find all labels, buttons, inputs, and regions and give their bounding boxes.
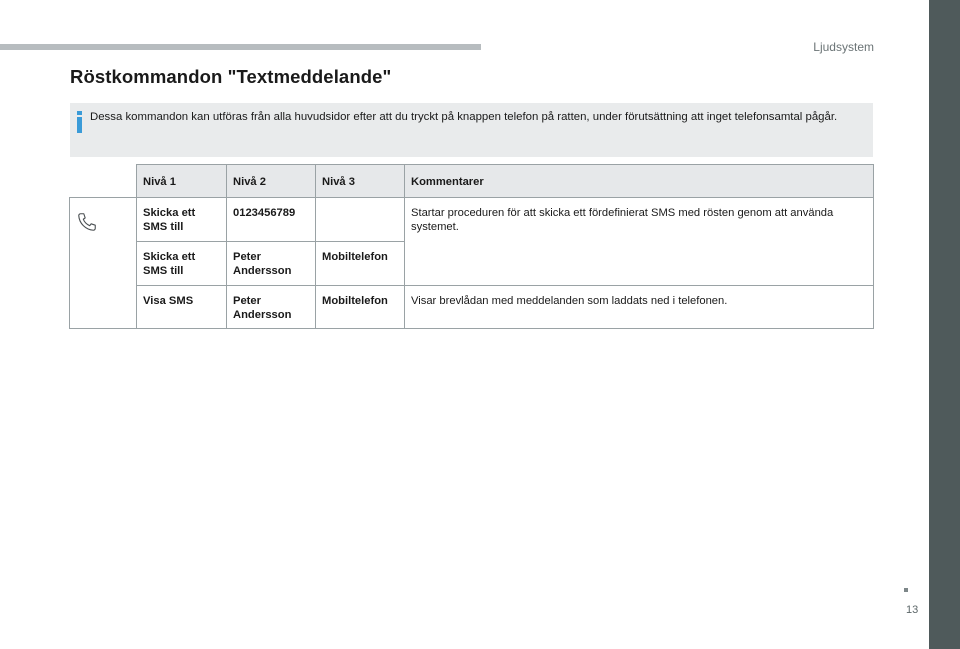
row1-level3 bbox=[316, 198, 405, 242]
command-table bbox=[69, 164, 874, 329]
row2-level1: Skicka ett SMS till bbox=[137, 242, 227, 286]
header-blank bbox=[70, 165, 137, 198]
page-title: Röstkommandon "Textmeddelande" bbox=[70, 66, 392, 87]
header-level-2: Nivå 2 bbox=[227, 165, 316, 198]
page-number: 13 bbox=[906, 604, 919, 616]
table-row bbox=[70, 198, 874, 242]
row2-level3: Mobiltelefon bbox=[316, 242, 405, 286]
section-label: Ljudsystem bbox=[813, 40, 874, 54]
table-row bbox=[70, 242, 874, 286]
row2-comment bbox=[405, 242, 874, 286]
phone-icon bbox=[76, 211, 98, 237]
row1-level1: Skicka ett SMS till bbox=[137, 198, 227, 242]
header-level-1: Nivå 1 bbox=[137, 165, 227, 198]
row3-level1: Visa SMS bbox=[137, 286, 227, 329]
row3-comment: Visar brevlådan med meddelanden som laddats ned i telefonen. bbox=[405, 286, 874, 329]
table-header-row bbox=[70, 165, 874, 198]
row2-level2: Peter Andersson bbox=[227, 242, 316, 286]
phone-cell bbox=[70, 198, 137, 329]
header-comments: Kommentarer bbox=[405, 165, 874, 198]
header-level-3: Nivå 3 bbox=[316, 165, 405, 198]
top-rule bbox=[0, 44, 481, 50]
row3-level3: Mobiltelefon bbox=[316, 286, 405, 329]
end-marker bbox=[904, 588, 908, 592]
row1-level2: 0123456789 bbox=[227, 198, 316, 242]
side-bar bbox=[929, 0, 960, 649]
row1-comment: Startar proceduren för att skicka ett fördefinierat SMS med rösten genom att använda systemet. bbox=[405, 198, 874, 242]
info-icon bbox=[77, 111, 82, 131]
info-text: Dessa kommandon kan utföras från alla huvudsidor efter att du tryckt på knappen telefon på ratten, under förutsättning att inget telefonsamtal pågår. bbox=[90, 111, 838, 123]
table-row bbox=[70, 286, 874, 329]
info-box bbox=[70, 103, 873, 157]
row3-level2: Peter Andersson bbox=[227, 286, 316, 329]
